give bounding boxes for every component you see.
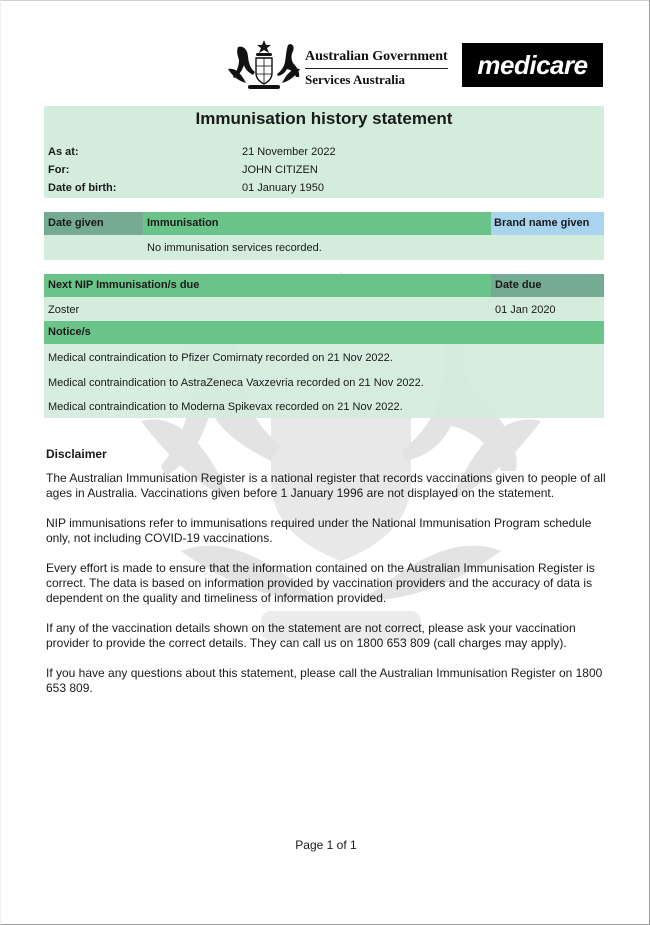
history-header-immunisation xyxy=(143,212,491,235)
disclaimer-paragraph: If any of the vaccination details shown on the statement are not correct, please ask your vaccination provider to provide the correct details. They can call us on 1800 653 809 (call charges may apply). xyxy=(46,621,576,650)
disclaimer-paragraph: Every effort is made to ensure that the information contained on the Australian Immunisation Register is correct. The data is based on information provided by vaccination providers and the accuracy of data is dependent on the quality and timeliness of information provided. xyxy=(46,561,595,605)
disclaimer-paragraph: If you have any questions about this statement, please call the Australian Immunisation Register on 1800 653 809. xyxy=(46,666,603,695)
nip-header-immunisation xyxy=(44,274,491,297)
government-name: Australian Government xyxy=(305,49,448,69)
history-header-date xyxy=(44,212,143,235)
history-empty-message: No immunisation services recorded. xyxy=(147,242,322,254)
nip-header-immunisation-label: Next NIP Immunisation/s due xyxy=(48,279,200,291)
disclaimer-heading: Disclaimer xyxy=(46,447,107,461)
coat-of-arms-icon xyxy=(226,39,302,91)
history-header-brand xyxy=(491,212,604,235)
list-item: Medical contraindication to Moderna Spikevax recorded on 21 Nov 2022. xyxy=(48,401,403,413)
medicare-logo: medicare xyxy=(462,43,603,87)
disclaimer-paragraph: The Australian Immunisation Register is a national register that records vaccinations given to people of all ages in Australia. Vaccinations given before 1 January 1996 are not displayed on the statement. xyxy=(46,471,606,500)
notices-list xyxy=(44,344,604,418)
list-item: Medical contraindication to AstraZeneca Vaxzevria recorded on 21 Nov 2022. xyxy=(48,377,424,389)
history-header-date-label: Date given xyxy=(48,217,104,229)
statement-header xyxy=(44,106,604,198)
nip-header-date-due-label: Date due xyxy=(495,279,542,291)
notices-header xyxy=(44,321,604,344)
history-header-brand-label: Brand name given xyxy=(494,217,590,229)
disclaimer-paragraph: NIP immunisations refer to immunisations required under the National Immunisation Program schedule only, not including COVID-19 vaccinations. xyxy=(46,516,592,545)
disclaimer-section xyxy=(46,447,606,711)
nip-row-date-due: 01 Jan 2020 xyxy=(495,304,556,316)
australian-government-logo xyxy=(226,39,451,91)
history-empty-row xyxy=(44,235,604,260)
nip-header-date-due xyxy=(491,274,604,297)
nip-row-immunisation: Zoster xyxy=(48,304,80,316)
table-row xyxy=(44,297,604,321)
notices-header-label: Notice/s xyxy=(48,326,91,338)
page-number: Page 1 of 1 xyxy=(295,838,357,852)
for-value: JOHN CITIZEN xyxy=(242,164,318,176)
for-label: For: xyxy=(48,164,70,176)
dob-label: Date of birth: xyxy=(48,182,117,194)
dob-value: 01 January 1950 xyxy=(242,182,324,194)
agency-name: Services Australia xyxy=(305,72,406,87)
history-header-immunisation-label: Immunisation xyxy=(147,217,219,229)
page-title: Immunisation history statement xyxy=(195,109,453,128)
list-item: Medical contraindication to Pfizer Comirnaty recorded on 21 Nov 2022. xyxy=(48,352,393,364)
as-at-value: 21 November 2022 xyxy=(242,146,336,158)
as-at-label: As at: xyxy=(48,146,79,158)
